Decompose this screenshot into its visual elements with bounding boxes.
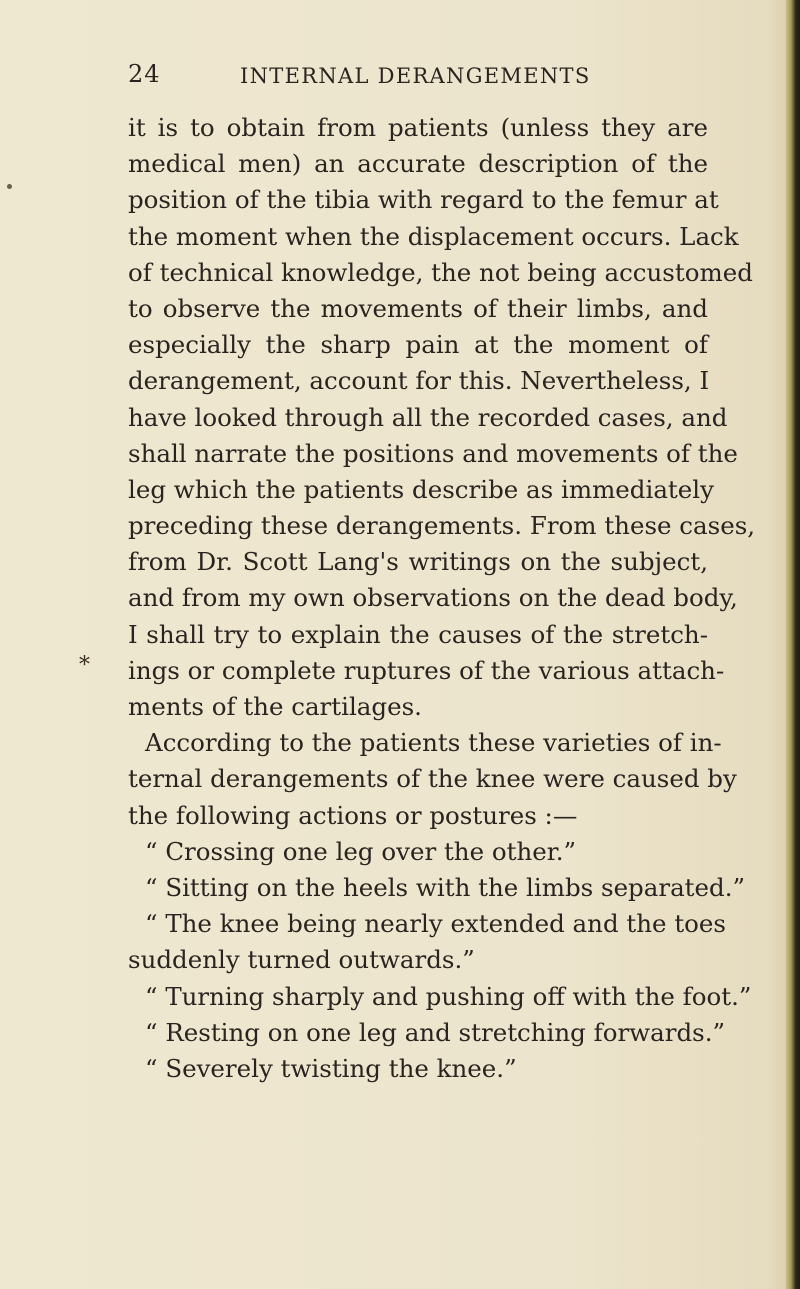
quote-line: “ Severely twisting the knee.” <box>145 1053 517 1083</box>
text-line: According to the patients these varieties of in- <box>145 728 722 758</box>
text-line: shall narrate the positions and movements of the <box>128 438 738 468</box>
text-line: position of the tibia with regard to the femur at <box>128 185 719 215</box>
margin-asterisk-mark: * <box>79 653 90 678</box>
quote-line: suddenly turned outwards.” <box>128 945 475 975</box>
text-line: from Dr. Scott Lang's writings on the subject, <box>128 547 708 577</box>
text-line: preceding these derangements. From these cases, <box>128 511 756 541</box>
page-header <box>128 60 728 92</box>
margin-dot-mark <box>7 184 12 189</box>
text-line: of technical knowledge, the not being accustomed <box>128 257 753 287</box>
text-line: it is to obtain from patients (unless they are <box>128 113 708 142</box>
text-line: I shall try to explain the causes of the stretch- <box>128 619 708 649</box>
quote-line: “ Resting on one leg and stretching forwards.” <box>145 1017 726 1047</box>
text-line: especially the sharp pain at the moment of <box>128 330 708 360</box>
text-line: derangement, account for this. Nevertheless, I <box>128 366 710 396</box>
text-line: leg which the patients describe as immediately <box>128 474 714 504</box>
text-line: and from my own observations on the dead body, <box>128 583 738 613</box>
text-line: the moment when the displacement occurs. Lack <box>128 221 739 251</box>
page-number: 24 <box>128 60 161 88</box>
text-line: the following actions or postures :— <box>128 800 578 830</box>
quote-line: “ Crossing one leg over the other.” <box>145 836 577 866</box>
running-head: INTERNAL DERANGEMENTS <box>240 64 591 88</box>
text-line: medical men) an accurate description of the <box>128 149 708 179</box>
text-line: ings or complete ruptures of the various attach- <box>128 655 725 685</box>
quote-line: “ Turning sharply and pushing off with the foot.” <box>145 981 752 1011</box>
text-line: ternal derangements of the knee were caused by <box>128 764 737 794</box>
body-text <box>128 110 756 1087</box>
text-line: have looked through all the recorded cases, and <box>128 402 728 432</box>
quote-line: “ Sitting on the heels with the limbs separated.” <box>145 872 746 902</box>
quote-line: “ The knee being nearly extended and the toes <box>145 909 726 939</box>
text-line: ments of the cartilages. <box>128 692 422 721</box>
book-page-edge <box>786 0 800 1289</box>
text-line: to observe the movements of their limbs, and <box>128 293 708 323</box>
